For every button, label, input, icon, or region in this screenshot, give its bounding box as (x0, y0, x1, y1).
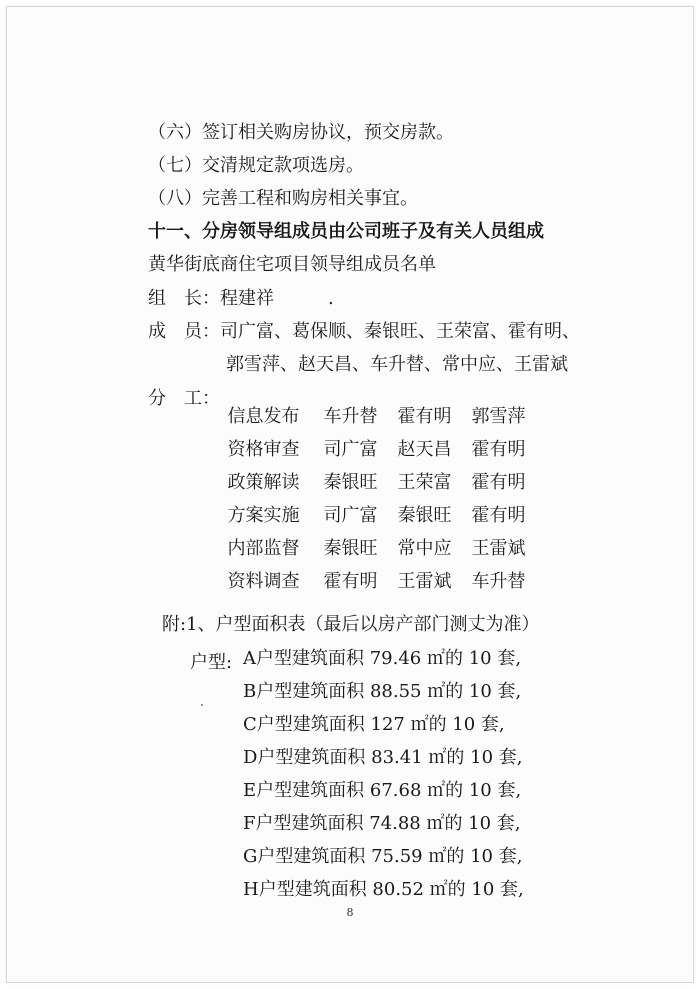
division-person: 常中应 (397, 538, 452, 559)
division-person: 霍有明 (323, 571, 378, 592)
division-person: 秦银旺 (323, 538, 378, 559)
division-person: 车升替 (323, 406, 378, 427)
division-person: 秦银旺 (397, 505, 452, 526)
division-person: 霍有明 (471, 439, 526, 460)
item-seven: （七）交清规定款项选房。 (148, 155, 364, 176)
list-title: 黄华街底商住宅项目领导组成员名单 (148, 254, 436, 275)
leader-line: 组 长：程建祥 . (148, 288, 334, 309)
appendix-title: 附:1、户型面积表（最后以房产部门测丈为准） (162, 614, 540, 635)
division-person: 霍有明 (471, 505, 526, 526)
members-line-1: 成 员：司广富、葛保顺、秦银旺、王荣富、霍有明、 (148, 321, 580, 342)
unit-row: C户型建筑面积 127 ㎡的 10 套, (243, 714, 505, 735)
page-number: 8 (346, 906, 354, 919)
division-person: 司广富 (323, 505, 378, 526)
division-person: 霍有明 (397, 406, 452, 427)
division-person: 郭雪萍 (471, 406, 526, 427)
division-person: 车升替 (471, 571, 526, 592)
unit-row: F户型建筑面积 74.88 ㎡的 10 套, (243, 813, 521, 834)
division-task: 内部监督 (227, 538, 300, 559)
division-person: 王雷斌 (471, 538, 526, 559)
item-eight: （八）完善工程和购房相关事宜。 (148, 188, 418, 209)
unit-row: A户型建筑面积 79.46 ㎡的 10 套, (243, 648, 522, 669)
section-heading: 十一、分房领导组成员由公司班子及有关人员组成 (148, 221, 544, 242)
division-task: 政策解读 (227, 472, 300, 493)
unit-row: D户型建筑面积 83.41 ㎡的 10 套, (243, 747, 523, 768)
division-person: 王荣富 (397, 472, 452, 493)
division-task: 信息发布 (227, 406, 300, 427)
unit-label: 户型: (190, 652, 233, 673)
unit-row: B户型建筑面积 88.55 ㎡的 10 套, (243, 681, 522, 702)
division-person: 秦银旺 (323, 472, 378, 493)
unit-row: G户型建筑面积 75.59 ㎡的 10 套, (243, 846, 523, 867)
division-person: 王雷斌 (397, 571, 452, 592)
division-label: 分 工： (148, 388, 220, 409)
members-line-2: 郭雪萍、赵天昌、车升替、常中应、王雷斌 (226, 354, 568, 375)
division-person: 赵天昌 (397, 439, 452, 460)
division-task: 方案实施 (227, 505, 300, 526)
division-person: 司广富 (323, 439, 378, 460)
division-person: 霍有明 (471, 472, 526, 493)
division-row (216, 549, 545, 593)
division-task: 资格审查 (227, 439, 300, 460)
unit-row: H户型建筑面积 80.52 ㎡的 10 套, (243, 879, 524, 900)
scan-dot (201, 704, 203, 706)
division-task: 资料调查 (227, 571, 300, 592)
unit-row: E户型建筑面积 67.68 ㎡的 10 套, (243, 780, 522, 801)
item-six: （六）签订相关购房协议，预交房款。 (148, 122, 454, 143)
